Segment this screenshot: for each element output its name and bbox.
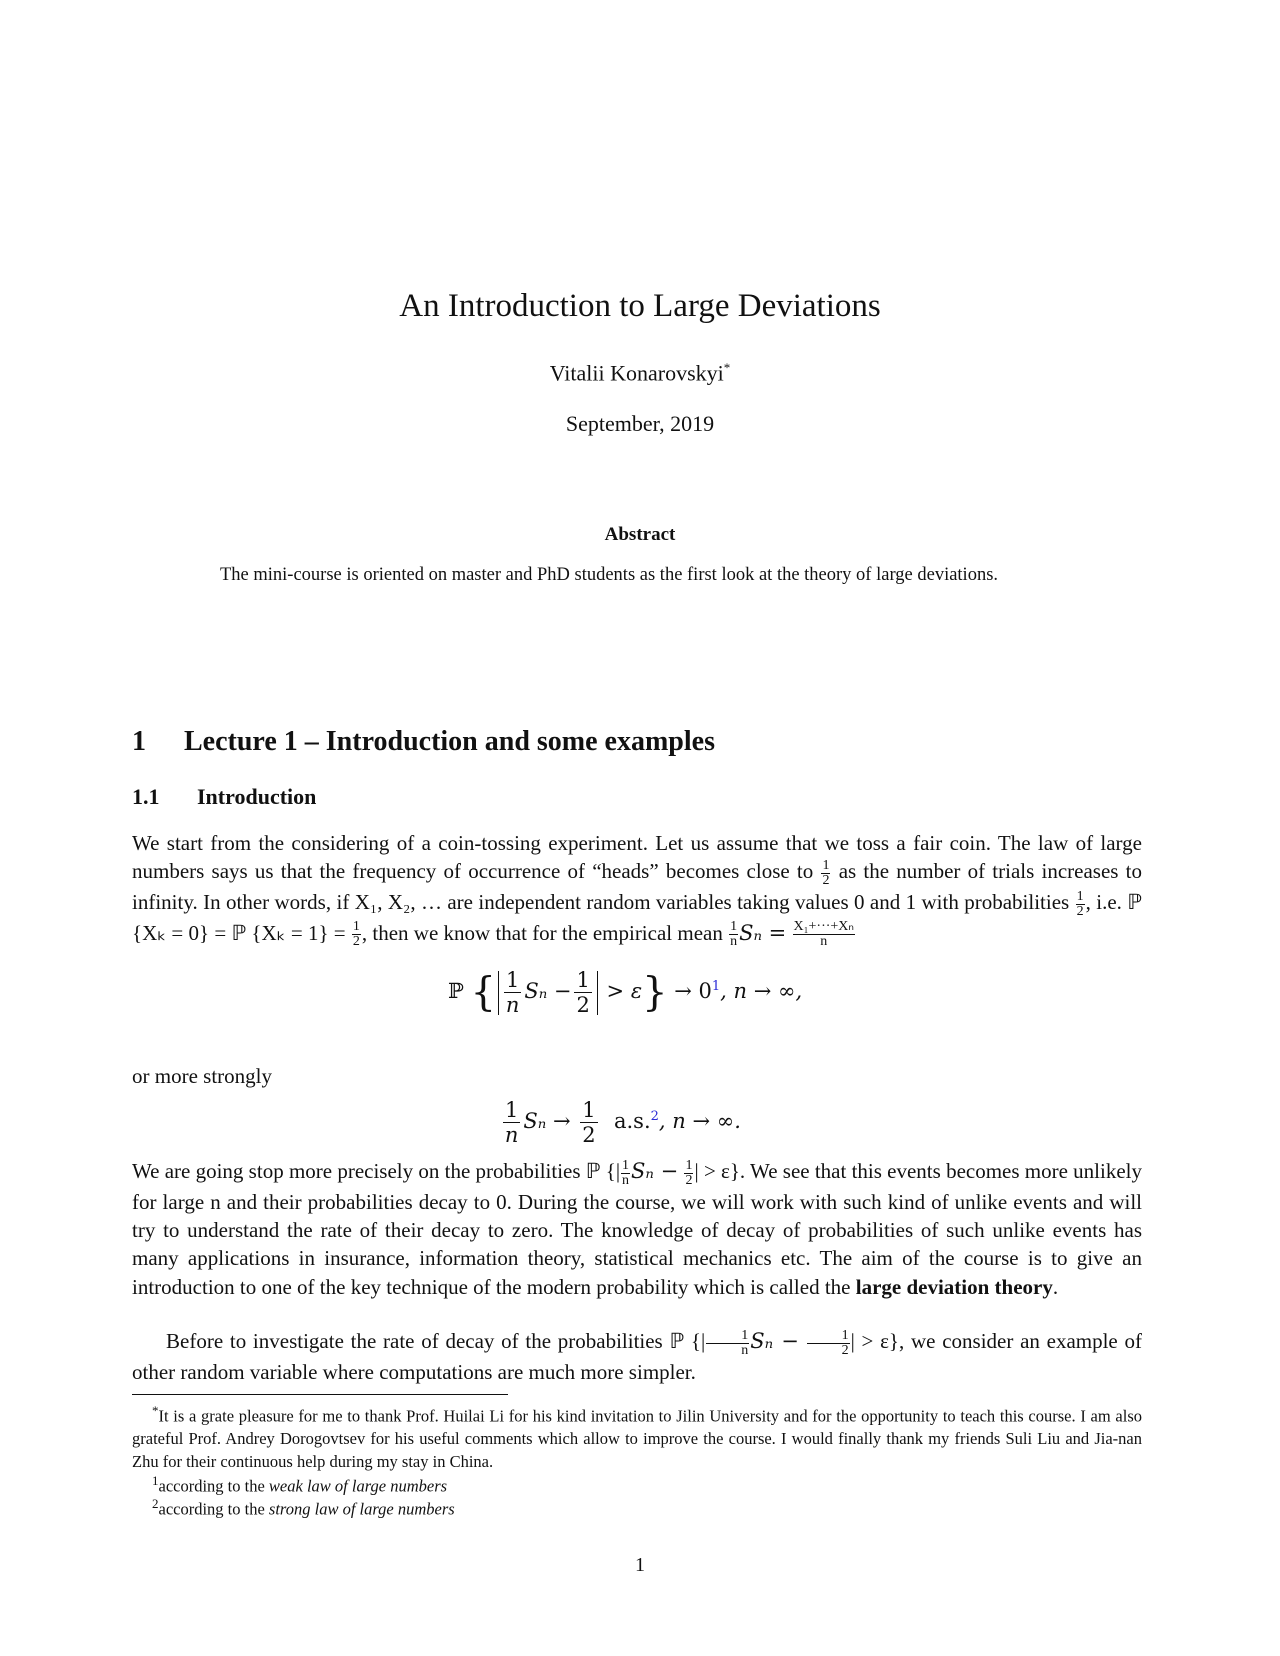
section-heading xyxy=(132,726,715,758)
page-number: 1 xyxy=(635,1554,645,1576)
subsection-title: Introduction xyxy=(197,784,317,809)
footnote-2 xyxy=(152,1493,1142,1521)
text-or-more-strongly: or more strongly xyxy=(132,1064,272,1088)
math-run: Sₙ → xyxy=(523,1109,571,1133)
fraction-one-over-n: $\frac{1}{n}$ xyxy=(730,919,738,950)
paragraph-intro xyxy=(132,829,1142,949)
fraction-half: $\frac{1}{2}$ xyxy=(1076,888,1084,919)
author-footnote-mark: * xyxy=(723,360,731,375)
fraction-one-over-n: $\frac{1}{n}$ xyxy=(504,1098,519,1147)
fraction-one-over-n: $\frac{1}{n}$ xyxy=(505,968,520,1017)
footnote-mark: 1 xyxy=(152,1473,159,1488)
fraction-half: $\frac{1}{2}$ xyxy=(822,857,830,888)
fraction-half: $\frac{1}{2}$ xyxy=(685,1157,693,1188)
abstract-text: The mini-course is oriented on master and PhD students as the first look at the theory of large deviations. xyxy=(220,565,999,585)
footnote-emphasis: weak law of large numbers xyxy=(268,1476,448,1496)
text-run: Before to investigate the rate of decay of the probabilities ℙ {| xyxy=(166,1329,706,1353)
footnote-mark: 2 xyxy=(152,1496,159,1511)
text-run: , i.e. ℙ {Xₖ = 0} = ℙ {Xₖ = 1} = xyxy=(132,889,1142,945)
math-run: > ε xyxy=(606,979,643,1003)
math-run: Sₙ − xyxy=(524,979,572,1003)
footnote-text: according to the xyxy=(158,1476,265,1496)
fraction-half: $\frac{1}{2}$ xyxy=(807,1329,850,1358)
text-run: . xyxy=(1052,1274,1059,1299)
term-large-deviation-theory: large deviation theory xyxy=(855,1274,1053,1299)
footnote-text: It is a grate pleasure for me to thank Prof. Huilai Li for his kind invitation to Jilin University and for the opportunity to teach this course. I am also grateful Prof. Andrey Dorogovtsev for his useful comments which allow to improve the course. I would finally thank my friends Suli Liu and Jia-nan Zhu for their continuous help during my stay in China. xyxy=(132,1406,1142,1472)
text-run: We start from the considering of a coin-tossing experiment. Let us assume that we toss a fair coin. The law of large numbers says us that the frequency of occurrence of “heads” becomes close to xyxy=(132,831,1142,884)
text-run: We are going stop more precisely on the probabilities ℙ {| xyxy=(132,1159,621,1183)
date: September, 2019 xyxy=(565,411,715,436)
math-run: ℙ xyxy=(448,979,464,1003)
abs-bar xyxy=(597,971,598,1015)
footnote-link-2[interactable]: 2 xyxy=(650,1109,659,1124)
abs-bar xyxy=(498,971,499,1015)
fraction-empirical-mean: $\frac{\text{X₁+···+Xₙ}}{n}$ xyxy=(793,919,854,950)
math-run: , n → ∞. xyxy=(658,1109,741,1133)
subsection-heading xyxy=(132,784,316,810)
footnote-emphasis: strong law of large numbers xyxy=(268,1499,455,1519)
fraction-half: $\frac{1}{2}$ xyxy=(576,968,590,1017)
text-run: | > ε}, we consider an example of other random variable where computations are much more simpler. xyxy=(132,1329,1142,1384)
paper-title: An Introduction to Large Deviations xyxy=(399,288,881,324)
footnote-text: according to the xyxy=(158,1499,265,1519)
text-run: , then we know that for the empirical mean xyxy=(361,920,723,945)
author-name: Vitalii Konarovskyi xyxy=(549,360,724,386)
fraction-one-over-n: $\frac{1}{n}$ xyxy=(622,1157,630,1188)
footnote-link-1[interactable]: 1 xyxy=(711,979,721,994)
abstract-heading: Abstract xyxy=(604,524,676,545)
math-run: → 0 xyxy=(674,979,712,1003)
left-brace: { xyxy=(470,969,496,1016)
footnote-mark: * xyxy=(152,1403,159,1418)
subsection-number: 1.1 xyxy=(132,784,160,809)
math-run: Sₙ = xyxy=(739,920,787,945)
math-run: Sₙ − xyxy=(750,1329,799,1353)
math-run: , n → ∞, xyxy=(720,979,803,1003)
paragraph-motivation xyxy=(132,1157,1142,1301)
section-number: 1 xyxy=(132,726,146,757)
author xyxy=(0,360,1280,386)
right-brace: } xyxy=(642,969,668,1016)
math-run: a.s. xyxy=(613,1109,651,1133)
fraction-one-over-n: $\frac{1}{n}$ xyxy=(706,1329,749,1358)
footnote-acknowledgement xyxy=(132,1400,1142,1474)
footnote-rule xyxy=(132,1394,508,1395)
fraction-half: $\frac{1}{2}$ xyxy=(582,1098,596,1147)
text-run: as the number of trials increases to infinity. In other words, if X₁, X₂, … are independent random variables taking values 0 and 1 with probabilities xyxy=(132,859,1143,914)
paragraph-example xyxy=(132,1327,1142,1386)
equation-weak-law xyxy=(448,968,802,1017)
section-title: Lecture 1 – Introduction and some examples xyxy=(184,726,715,757)
equation-strong-law xyxy=(500,1098,741,1147)
text-run: | > ε}. We see that this events becomes more unlikely for large n and their probabilities decay to 0. During the course, we will work with such kind of unlike events and will try to understand the rate of their decay to zero. The knowledge of decay of probabilities of such unlike events has many applications in insurance, information theory, statistical mechanics etc. The aim of the course is to give an introduction to one of the key technique of the modern probability which is called the xyxy=(132,1159,1143,1299)
fraction-half: $\frac{1}{2}$ xyxy=(352,919,360,950)
math-run: Sₙ − xyxy=(631,1159,679,1183)
